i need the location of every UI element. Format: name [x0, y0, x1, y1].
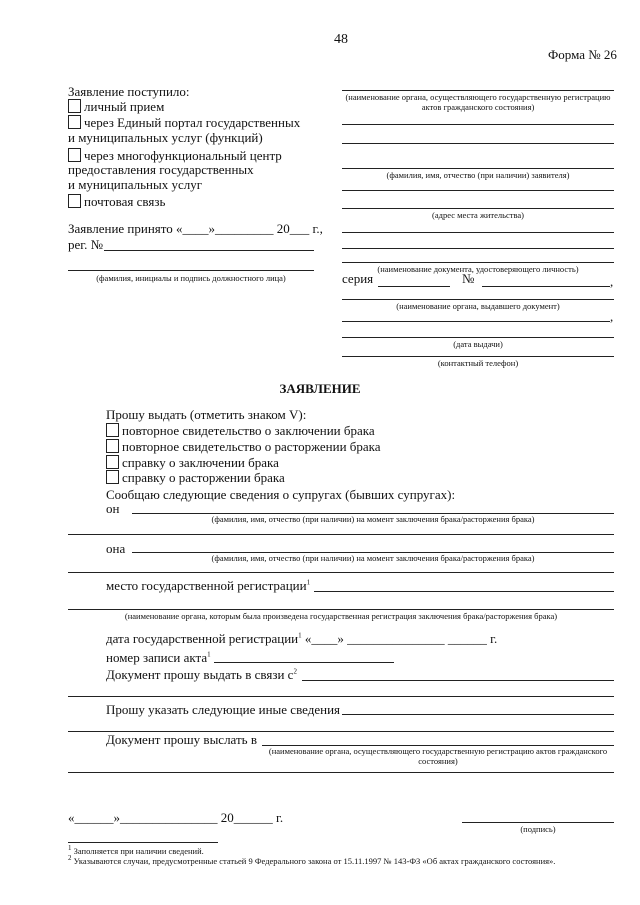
send-field-2[interactable] — [68, 772, 614, 773]
send-caption: (наименование органа, осуществляющего государственную регистрацию актов гражданского состояния) — [268, 746, 608, 766]
place-field[interactable] — [314, 591, 614, 592]
act-field[interactable] — [214, 662, 394, 663]
address-field[interactable] — [342, 190, 614, 191]
signature-field[interactable] — [462, 822, 614, 823]
id-doc-field[interactable] — [342, 248, 614, 249]
footnote-1: $^1$ Заполняется при наличии сведений. — [68, 844, 204, 856]
id-doc-caption: (наименование документа, удостоверяющего личность) — [377, 264, 579, 274]
number-field[interactable] — [482, 286, 610, 287]
checkbox[interactable] — [106, 439, 119, 453]
issuer-field-2[interactable] — [342, 321, 610, 322]
official-caption: (фамилия, инициалы и подпись должностного лица) — [96, 273, 286, 283]
page-number: 48 — [334, 32, 348, 47]
date-label: дата государственной регистрации$^1$ «____» _______________ ______ г. — [106, 631, 498, 646]
checkbox[interactable] — [106, 470, 119, 484]
he-caption: (фамилия, имя, отчество (при наличии) на момент заключения брака/расторжения брака) — [211, 514, 535, 524]
request-intro: Прошу выдать (отметить знаком V): — [106, 407, 307, 422]
footnote-divider — [68, 842, 218, 843]
series-label: серия — [342, 271, 374, 286]
reg-number-field[interactable] — [104, 250, 314, 251]
spouses-intro: Сообщаю следующие сведения о супругах (бывших супругах): — [106, 487, 456, 502]
phone-caption: (контактный телефон) — [437, 358, 519, 368]
issuer-caption: (наименование органа, выдавшего документ) — [396, 301, 560, 311]
checkbox[interactable] — [106, 455, 119, 469]
option-mfc[interactable]: через многофункциональный центр — [68, 148, 282, 164]
received-title: Заявление поступило: — [68, 84, 190, 99]
reason-field-2[interactable] — [68, 696, 614, 697]
option-portal-cont: и муниципальных услуг (функций) — [68, 130, 263, 145]
reason-field[interactable] — [302, 680, 614, 681]
request-option-marriage-cert[interactable]: справку о заключении брака — [106, 455, 279, 471]
applicant-caption: (фамилия, имя, отчество (при наличии) заявителя) — [386, 170, 570, 180]
issue-date-caption: (дата выдачи) — [453, 339, 503, 349]
he-label: он — [106, 501, 120, 516]
reason-label: Документ прошу выдать в связи $с^2$ — [106, 667, 297, 682]
address-caption: (адрес места жительства) — [432, 210, 524, 220]
address-field-2[interactable] — [342, 208, 614, 209]
place-label: место государственной регистрации$^1$ — [106, 578, 311, 593]
accepted-line: Заявление принято «____»_________ 20___ г., — [68, 221, 323, 236]
other-label: Прошу указать следующие иные сведения — [106, 702, 341, 717]
sign-date: «______»_______________ 20______ г. — [68, 810, 284, 825]
applicant-field-2[interactable] — [342, 168, 614, 169]
checkbox[interactable] — [106, 423, 119, 437]
issuer-field[interactable] — [342, 299, 614, 300]
id-doc-field-2[interactable] — [342, 262, 614, 263]
form-label: Форма № 26 — [548, 47, 617, 62]
checkbox[interactable] — [68, 115, 81, 129]
she-caption: (фамилия, имя, отчество (при наличии) на момент заключения брака/расторжения брака) — [211, 553, 535, 563]
authority-field-2[interactable] — [342, 124, 614, 125]
option-portal[interactable]: через Единый портал государственных — [68, 115, 300, 131]
page-title: ЗАЯВЛЕНИЕ — [279, 381, 361, 396]
option-personal[interactable]: личный прием — [68, 99, 164, 115]
option-mfc-cont: предоставления государственных — [68, 162, 254, 177]
checkbox[interactable] — [68, 99, 81, 113]
issue-date-field[interactable] — [342, 337, 614, 338]
option-post[interactable]: почтовая связь — [68, 194, 165, 210]
number-label: № — [462, 271, 475, 286]
signature-caption: (подпись) — [520, 824, 556, 834]
checkbox[interactable] — [68, 194, 81, 208]
she-label: она — [106, 541, 126, 556]
request-option-divorce[interactable]: повторное свидетельство о расторжении брака — [106, 439, 381, 455]
place-field-2[interactable] — [68, 609, 614, 610]
option-mfc-cont2: и муниципальных услуг — [68, 177, 203, 192]
send-label: Документ прошу выслать в — [106, 732, 257, 747]
request-option-divorce-cert[interactable]: справку о расторжении брака — [106, 470, 285, 486]
authority-caption: (наименование органа, осуществляющего государственную регистрацию актов гражданского состояния) — [345, 92, 611, 112]
other-field[interactable] — [342, 714, 614, 715]
act-label: номер записи акта$^1$ — [106, 650, 211, 665]
place-caption: (наименование органа, которым была произведена государственная регистрация заключения брака/расторжения брака) — [124, 611, 558, 621]
request-option-marriage[interactable]: повторное свидетельство о заключении брака — [106, 423, 375, 439]
he-field-2[interactable] — [68, 534, 614, 535]
checkbox[interactable] — [68, 148, 81, 162]
applicant-field[interactable] — [342, 143, 614, 144]
footnote-2: $^2$ Указываются случаи, предусмотренные статьей 9 Федерального закона от 15.11.1997 № 143-ФЗ «Об актах гражданского состояния». — [68, 854, 556, 866]
official-signature-field[interactable] — [68, 270, 314, 271]
address-field-3[interactable] — [342, 232, 614, 233]
series-field[interactable] — [378, 286, 450, 287]
authority-field[interactable] — [342, 90, 614, 91]
reg-number-label: рег. № — [68, 237, 104, 252]
she-field-2[interactable] — [68, 572, 614, 573]
phone-field[interactable] — [342, 356, 614, 357]
